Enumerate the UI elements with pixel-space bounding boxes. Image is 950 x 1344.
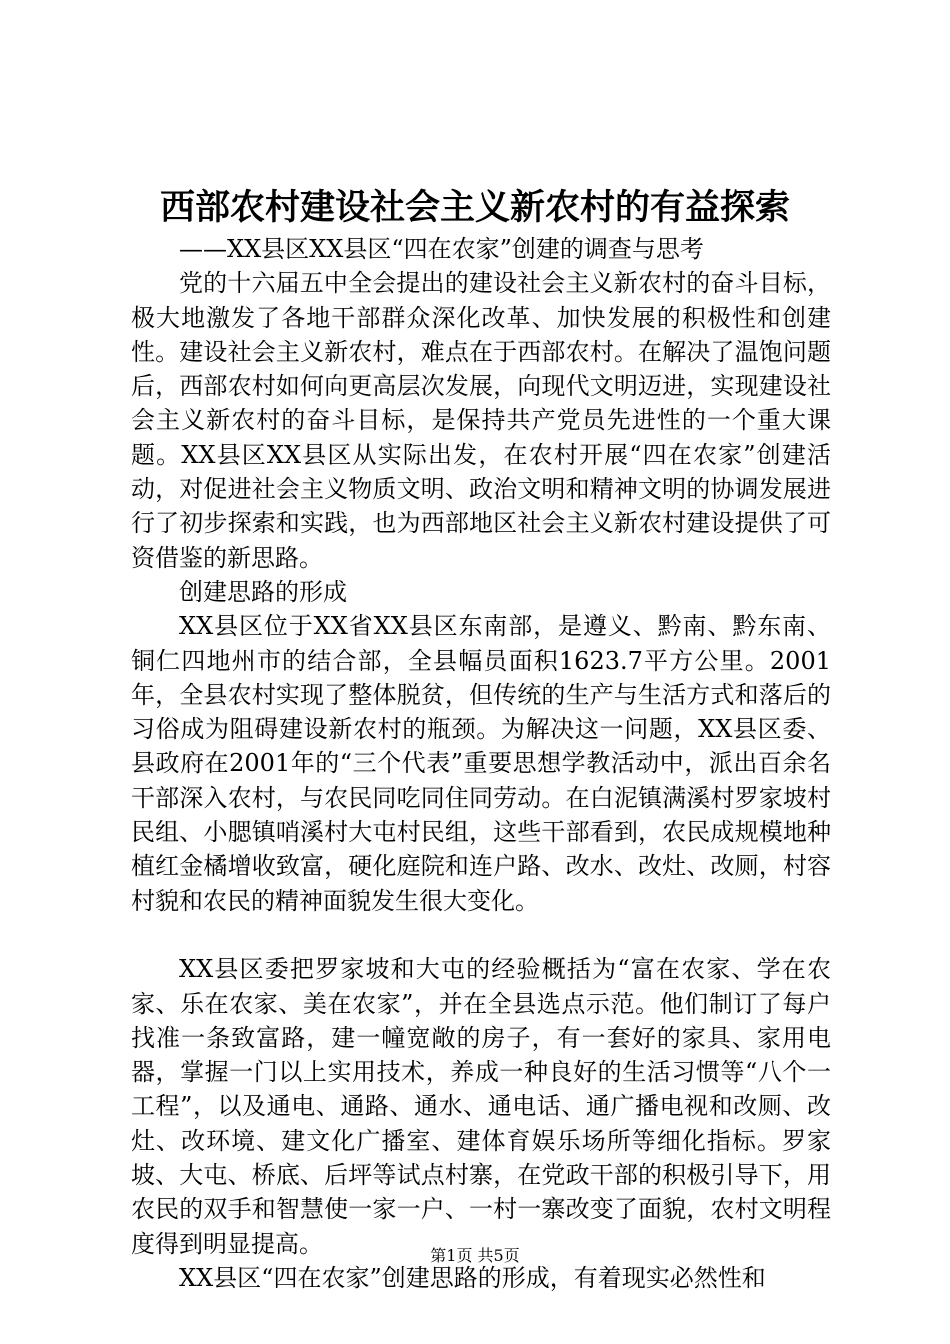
paragraph-intro: 党的十六届五中全会提出的建设社会主义新农村的奋斗目标，极大地激发了各地干部群众深化改革、加快发展的积极性和创建性。建设社会主义新农村，难点在于西部农村。在解决了温饱问题后，西部农村如何向更高层次发展，向现代文明迈进，实现建设社会主义新农村的奋斗目标，是保持共产党员先进性的一个重大课题。XX县区XX县区从实际出发，在农村开展“四在农家”创建活动，对促进社会主义物质文明、政治文明和精神文明的协调发展进行了初步探索和实践，也为西部地区社会主义新农村建设提供了可资借鉴的新思路。 xyxy=(131,269,831,572)
paragraph-location: XX县区位于XX省XX县区东南部，是遵义、黔南、黔东南、铜仁四地州市的结合部，全县幅员面积1623.7平方公里。2001年，全县农村实现了整体脱贫，但传统的生产与生活方式和落后的习俗成为阻碍建设新农村的瓶颈。为解决这一问题，XX县区委、县政府在2001年的“三个代表”重要思想学教活动中，派出百余名干部深入农村，与农民同吃同住同劳动。在白泥镇满溪村罗家坡村民组、小腮镇哨溪村大屯村民组，这些干部看到，农民成规模地种植红金橘增收致富，硬化庭院和连户路、改水、改灶、改厕，村容村貌和农民的精神面貌发生很大变化。 xyxy=(131,612,831,915)
paragraph-experience: XX县区委把罗家坡和大屯的经验概括为“富在农家、学在农家、乐在农家、美在农家”，并在全县选点示范。他们制订了每户找准一条致富路，建一幢宽敞的房子，有一套好的家具、家用电器，掌握一门以上实用技术，养成一种良好的生活习惯等“八个一工程”，以及通电、通路、通水、通电话、通广播电视和改厕、改灶、改环境、建文化广播室、建体育娱乐场所等细化指标。罗家坡、大屯、桥底、后坪等试点村寨，在党政干部的积极引导下，用农民的双手和智慧使一家一户、一村一寨改变了面貌，农村文明程度得到明显提高。 xyxy=(131,955,831,1258)
paragraph-continuation: XX县区“四在农家”创建思路的形成，有着现实必然性和 xyxy=(179,1263,766,1292)
document-body xyxy=(131,232,831,1295)
page-number-footer: 第1页 共5页 xyxy=(430,1246,520,1265)
document-subtitle: ——XX县区XX县区“四在农家”创建的调查与思考 xyxy=(179,235,704,263)
document-title: 西部农村建设社会主义新农村的有益探索 xyxy=(159,187,790,228)
section-heading: 创建思路的形成 xyxy=(179,577,347,606)
